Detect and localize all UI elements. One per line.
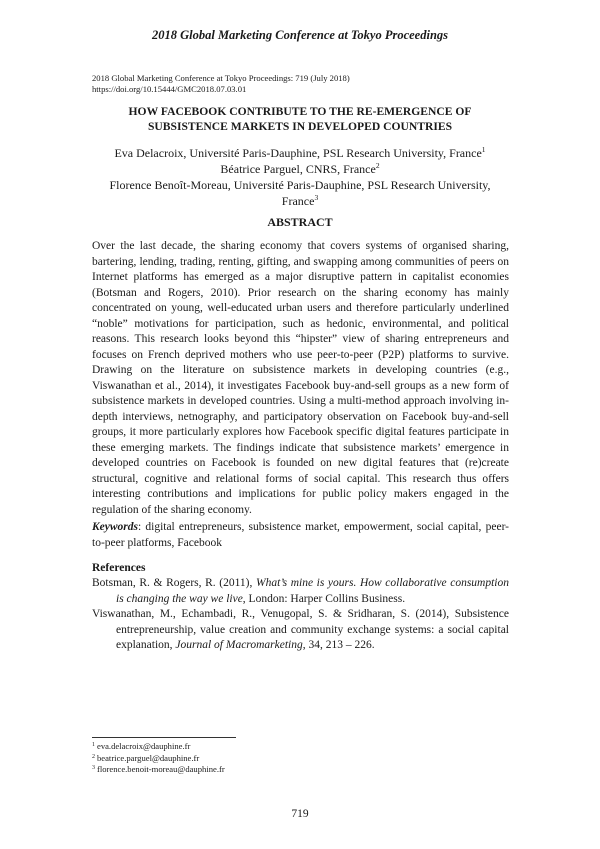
author-3 <box>90 177 510 209</box>
keywords <box>92 520 509 551</box>
paper-title <box>90 105 510 134</box>
footnote-1 <box>92 741 512 753</box>
doi-link[interactable]: https://doi.org/10.15444/GMC2018.07.03.01 <box>92 84 247 94</box>
author-1-text: Eva Delacroix, Université Paris-Dauphine, PSL Research University, France <box>114 146 482 160</box>
author-3-mark[interactable]: 3 <box>314 193 319 202</box>
footnote-3-mark: 3 <box>92 765 95 771</box>
footnote-1-mark: 1 <box>92 742 95 748</box>
author-2-text: Béatrice Parguel, CNRS, France <box>220 162 376 176</box>
citation-line: 2018 Global Marketing Conference at Tokyo Proceedings: 719 (July 2018) <box>92 73 350 83</box>
reference-1-before: Botsman, R. & Rogers, R. (2011), <box>92 577 256 589</box>
author-1-mark[interactable]: 1 <box>481 145 486 154</box>
reference-2-italic: Journal of Macromarketing <box>175 639 303 651</box>
abstract-body: Over the last decade, the sharing economy that covers systems of organised sharing, bartering, lending, trading, renting, gifting, and swapping among communities of peers on Internet platforms has emerged as a major disruptive pattern in capitalist economies (Botsman and Rogers, 2010). Prior research on the sharing economy has mainly concentrated on young, well-educated urban users and therefore particularly underlined “noble” motivations for participation, such as hedonic, environmental, and political reasons. This research looks beyond this “hipster” view of sharing entrepreneurs and focuses on French deprived mothers who use peer-to-peer (P2P) platforms to survive. Drawing on the literature on subsistence markets in developing countries (e.g., Viswanathan et al., 2014), it investigates Facebook buy-and-sell groups as a new form of subsistence markets in developed countries. Using a multi-method approach involving in-depth interviews, netnography, and participatory observation on Facebook buy-and-sell groups, it more particularly explores how Facebook specific digital features participate in these emerging markets. The findings indicate that subsistence markets’ emergence in developed countries on Facebook is founded on new digital features that (re)create structural, cognitive and relational forms of social capital. This research thus offers interesting contributions and implications for public policy makers engaged in the regulation of the sharing economy. <box>92 240 509 516</box>
footnote-divider <box>92 737 236 738</box>
reference-1-after: , London: Harper Collins Business. <box>242 592 406 605</box>
footnote-2-email[interactable]: beatrice.parguel@dauphine.fr <box>97 752 200 763</box>
keywords-text: : digital entrepreneurs, subsistence market, empowerment, social capital, peer-to-peer platforms, Facebook <box>92 521 509 549</box>
reference-2-before: Viswanathan, M., Echambadi, R., Venugopal, S. & Sridharan, S. (2014), Subsistence entrepreneurship, value creation and community exchange systems: a social capital explanation, <box>92 608 509 651</box>
footnote-2 <box>92 753 512 765</box>
author-1 <box>90 145 510 161</box>
author-2 <box>90 161 510 177</box>
title-line-2: SUBSISTENCE MARKETS IN DEVELOPED COUNTRIES <box>147 119 453 133</box>
footnotes <box>92 741 512 776</box>
reference-list <box>92 576 509 654</box>
title-line-1: HOW FACEBOOK CONTRIBUTE TO THE RE-EMERGENCE OF <box>128 105 472 118</box>
reference-item <box>92 607 509 654</box>
footnote-3-email[interactable]: florence.benoit-moreau@dauphine.fr <box>97 764 225 774</box>
reference-item <box>92 576 509 607</box>
author-list <box>90 145 510 209</box>
footnote-1-email[interactable]: eva.delacroix@dauphine.fr <box>97 741 191 751</box>
reference-2-after: , 34, 213 – 226. <box>302 639 375 651</box>
references-heading: References <box>92 562 146 574</box>
author-2-mark[interactable]: 2 <box>375 161 380 170</box>
reference-1-italic: What’s mine is yours. How collaborative consumption is changing the way we live <box>116 577 509 605</box>
page-number: 719 <box>291 808 309 820</box>
keywords-label: Keywords <box>92 521 138 533</box>
running-head: 2018 Global Marketing Conference at Tokyo Proceedings <box>151 28 449 42</box>
footnote-3 <box>92 764 512 776</box>
author-3-text: Florence Benoît-Moreau, Université Paris-Dauphine, PSL Research University, France <box>109 178 491 208</box>
publication-info <box>92 73 512 95</box>
footnote-2-mark: 2 <box>92 753 95 760</box>
abstract-heading: ABSTRACT <box>267 215 333 229</box>
